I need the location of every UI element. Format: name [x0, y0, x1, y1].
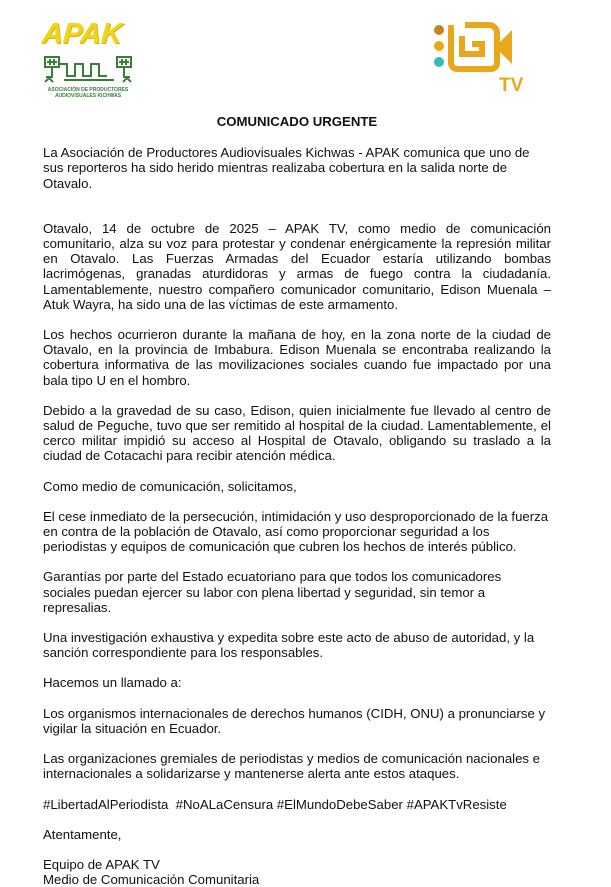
apak-subtitle: ASOCIACIÓN DE PRODUCTORES AUDIOVISUALES KICHWAS	[47, 87, 129, 99]
requests-intro: Como medio de comunicación, solicitamos,	[43, 478, 297, 494]
apak-tv-logo	[432, 22, 532, 102]
video-camera-spiral-icon	[432, 22, 532, 77]
tv-wordmark: TV	[499, 75, 524, 96]
apak-logo	[40, 18, 136, 103]
request-item: El cese inmediato de la persecución, intimidación y uso desproporcionado de la fuerza en contra de la población de Otavalo, así como proporcionar seguridad a los periodistas y equipos de comunicación que cubren los hechos de interés público.	[43, 508, 549, 555]
signature-team: Equipo de APAK TV	[43, 856, 160, 872]
press-release	[43, 114, 551, 887]
signature-org: Medio de Comunicación Comunitaria	[43, 872, 260, 887]
intro-paragraph: La Asociación de Productores Audiovisuales Kichwas - APAK comunica que uno de sus reporteros ha sido herido mientras realizaba cobertura en la salida norte de Otavalo.	[43, 145, 530, 191]
request-item: Una investigación exhaustiva y expedita sobre este acto de abuso de autoridad, y la sanción correspondiente para los responsables.	[43, 630, 535, 661]
request-item: Garantías por parte del Estado ecuatoriano para que todos los comunicadores sociales puedan ejercer su labor con plena libertad y seguridad, sin temor a represalias.	[43, 569, 502, 615]
andean-glyph-icon	[42, 54, 134, 86]
body-paragraph: Otavalo, 14 de octubre de 2025 – APAK TV, como medio de comunicación comunitario, alza su voz para protestar y condenar enérgicamente la represión militar en Otavalo. Las Fuerzas Armadas del Ecuador estaría utilizando bombas lacrimógenas, granadas aturdidoras y armas de fuego contra la ciudadanía. Lamentablemente, nuestro compañero comunicador comunitario, Edison Muenala – Atuk Wayra, ha sido una de las víctimas de este armamento.	[43, 220, 551, 312]
body-paragraph: Debido a la gravedad de su caso, Edison, quien inicialmente fue llevado al centro de salud de Peguche, tuvo que ser remitido al hospital de la ciudad. Lamentablemente, el cerco militar impidió su acceso al Hospital de Otavalo, obligando su traslado a la ciudad de Cotacachi para recibir atención médica.	[43, 402, 551, 464]
call-item: Los organismos internacionales de derechos humanos (CIDH, ONU) a pronunciarse y vigilar la situación en Ecuador.	[43, 705, 546, 736]
body-paragraph: Los hechos ocurrieron durante la mañana de hoy, en la zona norte de la ciudad de Otavalo, en la provincia de Imbabura. Edison Muenala se encontraba realizando la cobertura informativa de las movilizaciones sociales cuando fue impactado por una bala tipo U en el hombro.	[43, 327, 551, 388]
letterhead	[0, 0, 611, 110]
call-item: Las organizaciones gremiales de periodistas y medios de comunicación nacionales e internacionales a solidarizarse y mantenerse alerta ante estos ataques.	[43, 751, 541, 782]
closing: Atentamente,	[43, 826, 122, 842]
apak-wordmark: APAK	[40, 18, 124, 50]
call-intro: Hacemos un llamado a:	[43, 675, 182, 691]
hashtags: #LibertadAlPeriodista #NoALaCensura #ElMundoDebeSaber #APAKTvResiste	[43, 796, 507, 812]
document-title: COMUNICADO URGENTE	[216, 114, 378, 129]
